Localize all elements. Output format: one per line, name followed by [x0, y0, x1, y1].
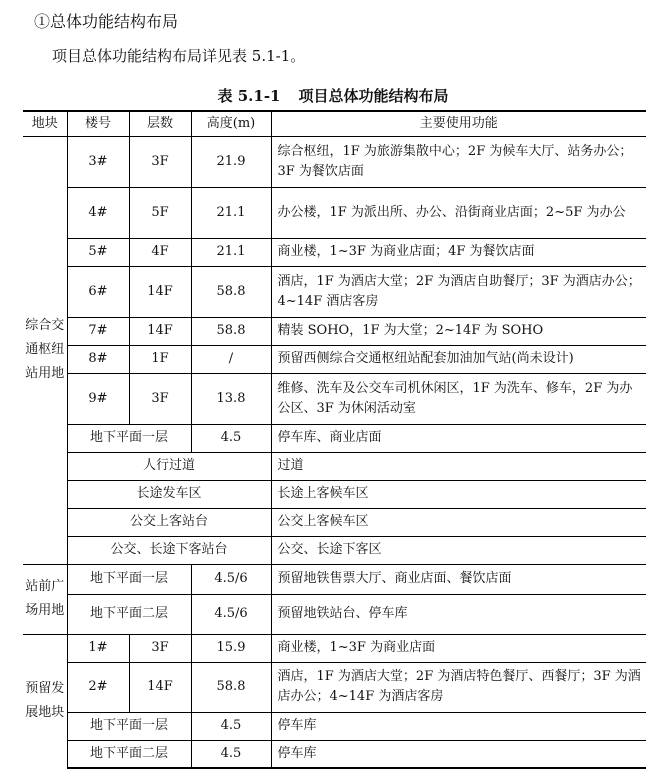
- building-cell: 4#: [67, 187, 129, 238]
- table-row: [23, 187, 646, 238]
- height-cell: 21.1: [191, 238, 271, 266]
- floors-cell: 5F: [129, 187, 191, 238]
- table-caption: [0, 85, 666, 107]
- table-row: [23, 594, 646, 634]
- function-cell: 酒店，1F 为酒店大堂；2F 为酒店特色餐厅、西餐厅；3F 为酒店办公；4~14F 为酒店客房: [271, 662, 646, 712]
- header-function: 主要使用功能: [271, 111, 646, 136]
- header-height: 高度(m): [191, 111, 271, 136]
- function-cell: 停车库: [271, 712, 646, 740]
- block-cell: 预留发展地块: [23, 634, 67, 768]
- header-floors: 层数: [129, 111, 191, 136]
- function-cell: 商业楼，1~3F 为商业店面；4F 为餐饮店面: [271, 238, 646, 266]
- table-row: [23, 480, 646, 508]
- table-row: [23, 238, 646, 266]
- height-cell: 13.8: [191, 373, 271, 424]
- block-cell: 综合交通枢纽站用地: [25, 318, 65, 381]
- table-row: [23, 317, 646, 345]
- floors-cell: 14F: [129, 266, 191, 317]
- height-cell: 4.5/6: [191, 564, 271, 594]
- function-cell: 停车库: [271, 740, 646, 768]
- function-cell: 维修、洗车及公交车司机休闲区，1F 为洗车、修车，2F 为办公区、3F 为休闲活动室: [271, 373, 646, 424]
- header-building: 楼号: [67, 111, 129, 136]
- table-row: [23, 712, 646, 740]
- building-cell: 人行过道: [67, 452, 271, 480]
- block-cell: 站前广场用地: [23, 564, 67, 634]
- intro-paragraph: 项目总体功能结构布局详见表 5.1-1。: [52, 47, 306, 65]
- table-number: 表 5.1-1: [217, 87, 281, 105]
- building-cell: 5#: [67, 238, 129, 266]
- building-cell: 8#: [67, 345, 129, 373]
- height-cell: 15.9: [191, 634, 271, 662]
- height-cell: 58.8: [191, 266, 271, 317]
- function-cell: 办公楼，1F 为派出所、办公、沿街商业店面；2~5F 为办公: [271, 187, 646, 238]
- floors-cell: 3F: [129, 634, 191, 662]
- floors-cell: 3F: [129, 373, 191, 424]
- function-cell: 公交、长途下客区: [271, 536, 646, 564]
- building-cell: 9#: [67, 373, 129, 424]
- floors-cell: 14F: [129, 662, 191, 712]
- function-cell: 预留西侧综合交通枢纽站配套加油加气站(尚未设计): [271, 345, 646, 373]
- building-cell: 地下平面一层: [67, 424, 191, 452]
- table-row: [23, 740, 646, 768]
- floors-cell: 1F: [129, 345, 191, 373]
- building-cell: 地下平面一层: [67, 712, 191, 740]
- floors-cell: 4F: [129, 238, 191, 266]
- height-cell: 4.5: [191, 424, 271, 452]
- height-cell: 21.9: [191, 136, 271, 187]
- table-row: [23, 345, 646, 373]
- function-cell: 长途上客候车区: [271, 480, 646, 508]
- function-cell: 公交上客候车区: [271, 508, 646, 536]
- function-cell: 预留地铁售票大厅、商业店面、餐饮店面: [271, 564, 646, 594]
- building-cell: 1#: [67, 634, 129, 662]
- building-cell: 地下平面二层: [67, 594, 191, 634]
- height-cell: 4.5: [191, 712, 271, 740]
- table-row: [23, 662, 646, 712]
- building-cell: 公交上客站台: [67, 508, 271, 536]
- table-row: [23, 508, 646, 536]
- floors-cell: 14F: [129, 317, 191, 345]
- height-cell: 21.1: [191, 187, 271, 238]
- building-cell: 2#: [67, 662, 129, 712]
- function-cell: 停车库、商业店面: [271, 424, 646, 452]
- floors-cell: 3F: [129, 136, 191, 187]
- function-layout-table: [23, 110, 646, 769]
- function-cell: 过道: [271, 452, 646, 480]
- table-row: [23, 564, 646, 594]
- height-cell: 4.5: [191, 740, 271, 768]
- table-row: [23, 452, 646, 480]
- table-row: [23, 136, 646, 187]
- function-cell: 酒店，1F 为酒店大堂；2F 为酒店自助餐厅；3F 为酒店办公；4~14F 酒店客房: [271, 266, 646, 317]
- function-cell: 精装 SOHO，1F 为大堂；2~14F 为 SOHO: [271, 317, 646, 345]
- building-cell: 3#: [67, 136, 129, 187]
- table-row: [23, 424, 646, 452]
- header-block: 地块: [23, 111, 67, 136]
- function-cell: 商业楼，1~3F 为商业店面: [271, 634, 646, 662]
- height-cell: 4.5/6: [191, 594, 271, 634]
- building-cell: 地下平面一层: [67, 564, 191, 594]
- height-cell: /: [191, 345, 271, 373]
- height-cell: 58.8: [191, 317, 271, 345]
- table-row: [23, 536, 646, 564]
- table-row: [23, 373, 646, 424]
- function-cell: 预留地铁站台、停车库: [271, 594, 646, 634]
- building-cell: 地下平面二层: [67, 740, 191, 768]
- table-header-row: [23, 111, 646, 136]
- building-cell: 7#: [67, 317, 129, 345]
- building-cell: 公交、长途下客站台: [67, 536, 271, 564]
- building-cell: 长途发车区: [67, 480, 271, 508]
- table-title: 项目总体功能结构布局: [298, 87, 449, 105]
- section-heading: ①总体功能结构布局: [34, 12, 179, 31]
- table-row: [23, 266, 646, 317]
- building-cell: 6#: [67, 266, 129, 317]
- function-cell: 综合枢纽，1F 为旅游集散中心；2F 为候车大厅、站务办公；3F 为餐饮店面: [271, 136, 646, 187]
- height-cell: 58.8: [191, 662, 271, 712]
- table-row: [23, 634, 646, 662]
